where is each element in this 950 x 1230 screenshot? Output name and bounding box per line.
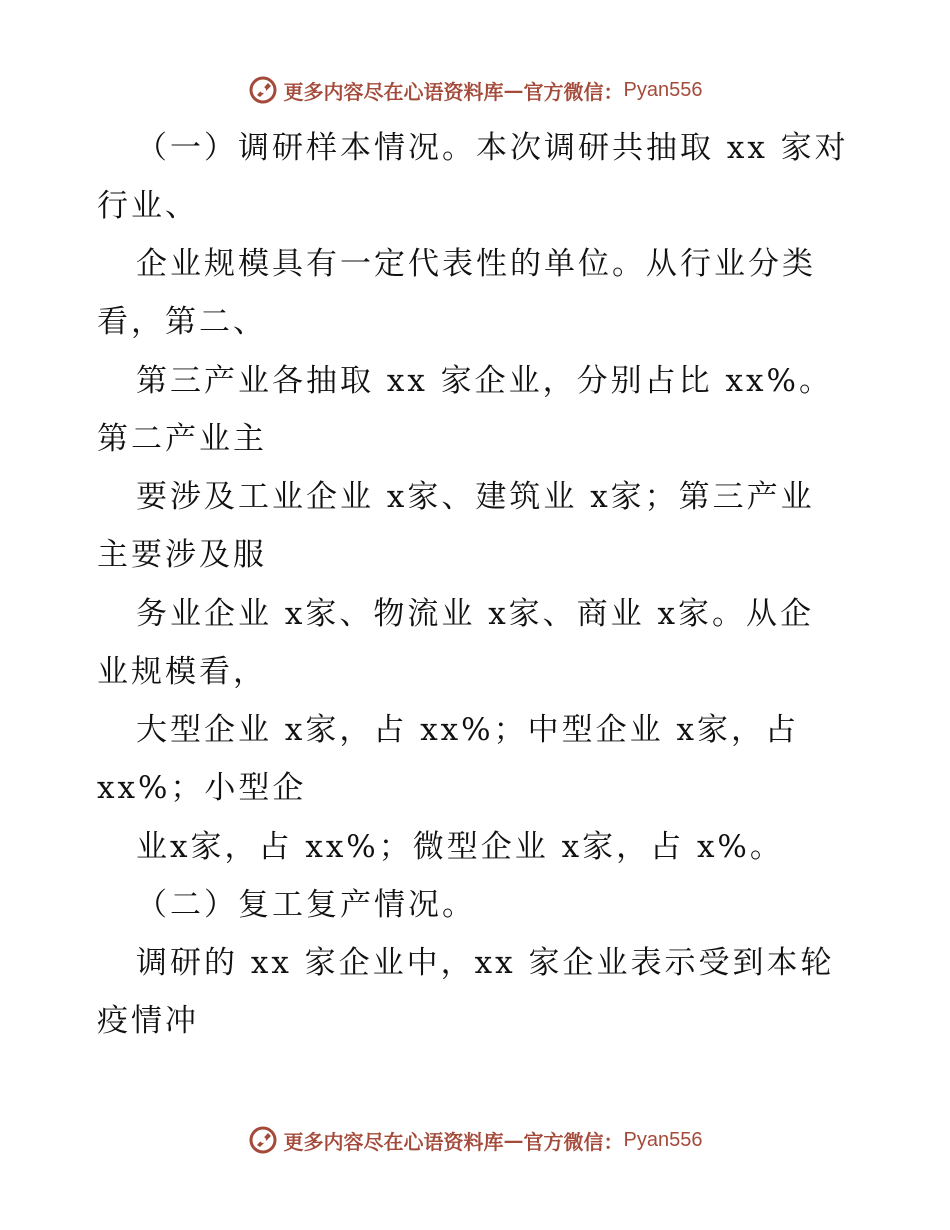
body-line: xx%；小型企 [97, 770, 307, 806]
body-line: 业x家，占 xx%；微型企业 x家，占 x%。 [136, 829, 784, 865]
body-line: （一）调研样本情况。本次调研共抽取 xx 家对 [136, 130, 849, 166]
body-line: 要涉及工业企业 x家、建筑业 x家；第三产业 [136, 479, 815, 515]
watermark-dash: — [503, 78, 524, 102]
watermark-wechat-id: Pyan556 [623, 1128, 703, 1151]
seal-logo-icon [248, 1125, 278, 1155]
watermark-text: 更多内容尽在心语资料库 [283, 1129, 504, 1154]
body-line: 疫情冲 [97, 1003, 199, 1039]
body-line: 第二产业主 [97, 421, 267, 457]
body-line: 看，第二、 [97, 304, 267, 340]
watermark-wechat-id: Pyan556 [623, 78, 703, 101]
body-line: 行业、 [97, 188, 199, 224]
section-heading: （二）复工复产情况。 [136, 887, 476, 923]
footer-watermark [0, 1120, 950, 1160]
body-line: 主要涉及服 [97, 537, 267, 573]
body-line: 大型企业 x家，占 xx%；中型企业 x家，占 [136, 712, 799, 748]
watermark-text: 更多内容尽在心语资料库 [283, 79, 504, 104]
watermark-dash: — [503, 1128, 524, 1152]
body-line: 企业规模具有一定代表性的单位。从行业分类 [136, 246, 816, 282]
watermark-wechat-label: 官方微信： [523, 1129, 624, 1154]
body-line: 第三产业各抽取 xx 家企业，分别占比 xx%。 [136, 363, 833, 399]
header-watermark [0, 70, 950, 110]
watermark-wechat-label: 官方微信： [523, 79, 624, 104]
body-line: 业规模看， [97, 654, 267, 690]
seal-logo-icon [248, 75, 278, 105]
body-line: 务业企业 x家、物流业 x家、商业 x家。从企 [136, 596, 815, 632]
body-line: 调研的 xx 家企业中，xx 家企业表示受到本轮 [136, 945, 835, 981]
